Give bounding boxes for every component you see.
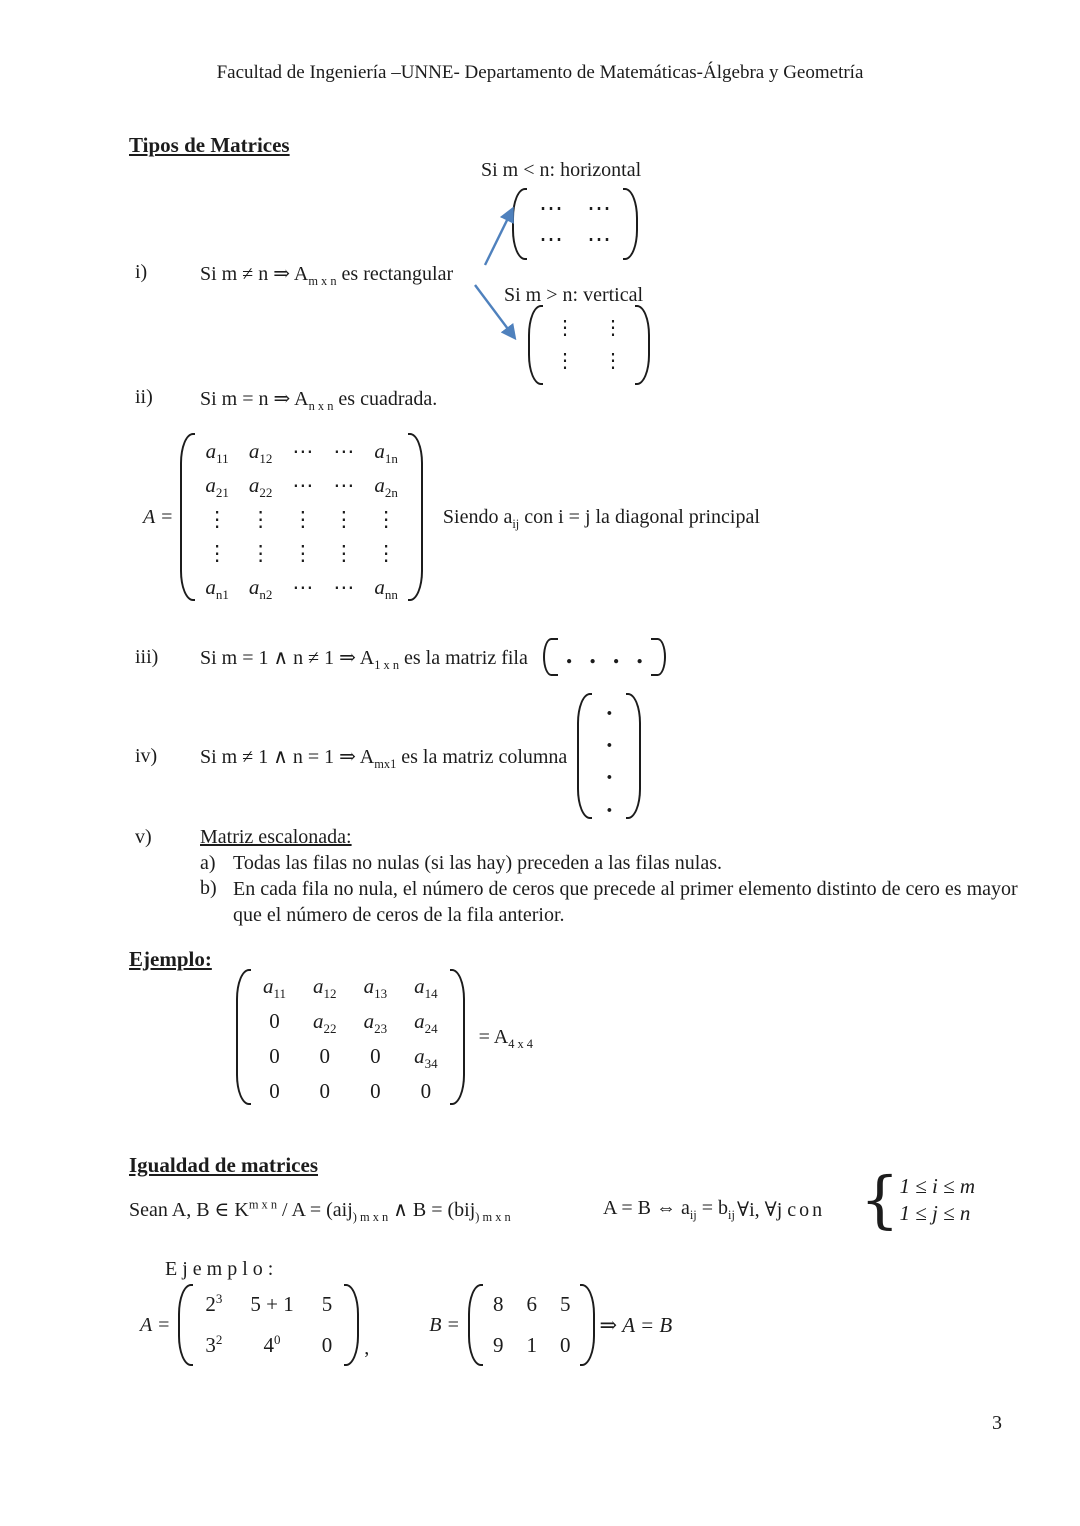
matrix-cell: ⋮ [555, 350, 575, 372]
matrix-cell: ⋮ [206, 541, 228, 565]
column-matrix-grid [592, 693, 626, 819]
text-fragment: es la matriz columna [396, 745, 568, 768]
matrix-cell: $a_{23}$ [363, 1009, 388, 1037]
matrix-cell: 0 [559, 1333, 571, 1358]
vertical-dots-matrix [528, 305, 650, 385]
subscript: ) m x n [475, 1210, 511, 1224]
branch-vertical-label: Si m > n: vertical [504, 284, 644, 306]
subscript: 4 x 4 [508, 1036, 533, 1051]
matrix-cell: 5 [559, 1291, 571, 1316]
item-ii-text [200, 386, 437, 411]
matrix-a-block [143, 433, 760, 601]
text-fragment: / A = (aij [277, 1199, 353, 1221]
right-paren-icon [626, 693, 641, 819]
item-v-a-text: Todas las filas no nulas (si las hay) preceden a las filas nulas. [233, 852, 723, 874]
subscript: ij [728, 1208, 735, 1222]
matrix-cell: 0 [319, 1079, 331, 1103]
matrix-a [180, 433, 423, 601]
text-fragment: con [787, 1199, 826, 1221]
row-matrix-grid [558, 638, 651, 676]
matrix-cell: $a_{11}$ [263, 974, 287, 1002]
matrix-cell: 0 [370, 1079, 381, 1103]
text-fragment: es rectangular [336, 263, 454, 285]
matrix-cell: 6 [526, 1291, 537, 1316]
item-iii-number: iii) [135, 645, 159, 668]
matrix-cell: $a_{21}$ [205, 473, 229, 501]
matrix-cell: ⋮ [333, 541, 355, 565]
horizontal-dots-grid [527, 188, 623, 260]
text-fragment: es cuadrada. [333, 388, 438, 410]
text-fragment: Si m = 1 ∧ n ≠ 1 ⇒ A [200, 646, 375, 669]
matrix-cell: ⋮ [333, 507, 355, 531]
text-fragment: Si m ≠ 1 ∧ n = 1 ⇒ A [200, 745, 375, 768]
ejemplo2-matrix-b-grid [483, 1284, 581, 1366]
left-paren-icon [468, 1284, 483, 1366]
text-fragment: Si m = n ⇒ A [200, 388, 309, 410]
matrix-a-grid [195, 433, 408, 601]
branch-arrows [452, 192, 536, 356]
igualdad-definition [129, 1197, 511, 1222]
item-iii-text [200, 645, 528, 670]
ejemplo2-title: Ejemplo: [165, 1258, 279, 1280]
matrix-cell: ⋯ [333, 473, 355, 497]
matrix-cell: $a_{34}$ [414, 1044, 438, 1072]
matrix-cell: ⋯ [539, 227, 563, 253]
item-v-a-number: a) [200, 852, 216, 874]
matrix-a-caption [443, 506, 760, 529]
matrix-cell: . [612, 639, 620, 669]
matrix-cell: 5 + 1 [250, 1291, 294, 1316]
page-number: 3 [992, 1412, 1002, 1434]
text-fragment: = A [478, 1025, 509, 1048]
ejemplo2-conclusion [599, 1313, 672, 1338]
matrix-cell: ⋯ [333, 575, 355, 599]
implies-arrow: ⇒ [599, 1312, 623, 1337]
item-iv-number: iv) [135, 744, 158, 767]
ejemplo2-b-label: B = [429, 1313, 460, 1336]
item-i-text [200, 261, 453, 286]
matrix-cell: ⋯ [292, 473, 314, 497]
igualdad-equivalence [603, 1197, 735, 1220]
matrix-cell: $3^2$ [205, 1332, 223, 1358]
left-paren-icon [543, 638, 558, 676]
text-fragment: A = B ⇔ a [603, 1197, 690, 1219]
matrix-cell: $a_{2n}$ [374, 473, 398, 501]
matrix-cell: $4^0$ [263, 1332, 281, 1358]
item-v-number: v) [135, 826, 152, 848]
ejemplo1-block [236, 969, 533, 1105]
matrix-cell: ⋯ [587, 227, 611, 253]
text-fragment: con i = j la diagonal principal [519, 505, 760, 528]
right-paren-icon [635, 305, 650, 385]
subscript: mx1 [374, 756, 397, 771]
ejemplo1-title: Ejemplo: [129, 947, 212, 971]
matrix-cell: 0 [269, 1079, 280, 1103]
matrix-cell: $a_{1n}$ [374, 439, 398, 467]
text-fragment: es la matriz fila [399, 646, 528, 669]
left-paren-icon [180, 433, 195, 601]
matrix-cell: $a_{nn}$ [374, 575, 398, 603]
matrix-cell: 0 [319, 1044, 331, 1068]
matrix-cell: $a_{n2}$ [248, 575, 273, 603]
ejemplo2-a-label: A = [140, 1313, 171, 1336]
right-paren-icon [623, 188, 638, 260]
left-paren-icon [236, 969, 251, 1105]
arrow-up-icon [485, 210, 512, 265]
matrix-cell: ⋮ [603, 317, 623, 339]
matrix-cell: ⋮ [250, 541, 272, 565]
text-fragment: ∀i, ∀j [737, 1199, 788, 1221]
text-fragment: = b [696, 1197, 729, 1219]
text-fragment: Si m ≠ n ⇒ A [200, 263, 309, 285]
matrix-cell: ⋮ [250, 507, 272, 531]
text-fragment: Siendo a [442, 505, 513, 528]
matrix-cell: $2^3$ [205, 1290, 223, 1316]
right-paren-icon [344, 1284, 359, 1366]
matrix-cell: ⋮ [292, 507, 314, 531]
subscript: ij [689, 1208, 697, 1222]
matrix-cell: 0 [420, 1079, 432, 1103]
left-paren-icon [577, 693, 592, 819]
superscript: m x n [248, 1197, 278, 1212]
matrix-cell: . [606, 791, 613, 818]
matrix-cell: 1 [526, 1333, 537, 1358]
text-fragment: A = B [622, 1312, 673, 1337]
vertical-dots-grid [543, 305, 635, 385]
matrix-cell: $a_{13}$ [363, 974, 388, 1002]
matrix-cell: . [589, 639, 596, 669]
matrix-cell: . [606, 727, 613, 754]
matrix-cell: $a_{12}$ [313, 974, 337, 1002]
page-header: Facultad de Ingeniería –UNNE- Departamento de Matemáticas-Álgebra y Geometría [216, 62, 864, 83]
matrix-cell: 8 [492, 1291, 504, 1316]
matrix-cell: 0 [269, 1044, 280, 1068]
matrix-cell: ⋮ [555, 317, 575, 339]
matrix-cell: 0 [269, 1009, 280, 1033]
subscript: m x n [308, 274, 337, 288]
matrix-a-label: A = [143, 505, 174, 528]
matrix-cell: 5 [321, 1291, 333, 1316]
ejemplo1-matrix-grid [251, 969, 450, 1105]
item-iv [135, 693, 641, 819]
item-v-b-number: b) [200, 877, 217, 899]
item-ii-number: ii) [135, 386, 153, 408]
comma-separator: , [364, 1337, 370, 1359]
matrix-cell: ⋯ [292, 439, 314, 463]
matrix-cell: ⋯ [292, 575, 314, 599]
subscript: 1 x n [374, 657, 400, 672]
matrix-cell: . [606, 695, 613, 721]
ejemplo2-matrix-b [468, 1284, 596, 1366]
section-title-igualdad: Igualdad de matrices [129, 1153, 318, 1177]
matrix-cell: $a_{12}$ [248, 439, 273, 467]
right-paren-icon [580, 1284, 595, 1366]
matrix-cell: 0 [370, 1044, 381, 1068]
section-title-tipos: Tipos de Matrices [129, 133, 290, 157]
igualdad-conditions [860, 1163, 976, 1236]
matrix-cell: $a_{24}$ [414, 1009, 438, 1037]
matrix-cell: . [636, 639, 643, 669]
matrix-cell: $a_{22}$ [248, 473, 273, 501]
matrix-cell: 9 [492, 1333, 504, 1358]
item-i-number: i) [135, 261, 148, 283]
ejemplo1-result [479, 1026, 533, 1049]
matrix-cell: $a_{22}$ [313, 1009, 337, 1037]
column-matrix [577, 693, 641, 819]
text-fragment: ∧ B = (bij [388, 1199, 476, 1221]
matrix-cell: ⋮ [375, 541, 397, 565]
right-paren-icon [450, 969, 465, 1105]
ejemplo2-block [140, 1284, 672, 1366]
brace-icon: { [860, 1163, 900, 1236]
matrix-cell: ⋮ [375, 507, 397, 531]
ejemplo2-matrix-a-grid [193, 1284, 344, 1366]
condition-lines [899, 1173, 975, 1227]
matrix-cell: $a_{n1}$ [205, 575, 229, 603]
matrix-cell: $a_{14}$ [414, 974, 438, 1002]
matrix-cell: ⋯ [333, 439, 355, 463]
condition-i: 1 ≤ i ≤ m [899, 1173, 976, 1198]
right-paren-icon [408, 433, 423, 601]
item-v-title: Matriz escalonada: [200, 826, 352, 848]
text-fragment: Sean A, B ∈ K [129, 1199, 249, 1221]
subscript: ) m x n [352, 1210, 389, 1224]
ejemplo2-matrix-a [178, 1284, 359, 1366]
matrix-cell: . [606, 759, 613, 786]
branch-horizontal-label: Si m < n: horizontal [481, 159, 642, 181]
subscript: ij [512, 516, 520, 531]
matrix-cell: $a_{11}$ [205, 439, 229, 467]
row-matrix [543, 638, 666, 676]
matrix-cell: . [565, 639, 573, 669]
matrix-cell: 0 [321, 1333, 333, 1358]
condition-j: 1 ≤ j ≤ n [899, 1200, 971, 1225]
ejemplo1-matrix [236, 969, 465, 1105]
matrix-cell: ⋮ [206, 507, 228, 531]
matrix-cell: ⋯ [587, 196, 611, 222]
item-v-b-text: En cada fila no nula, el número de ceros que precede al primer elemento distinto de cero es mayor que el número de ceros de la fila anterior. [233, 878, 1018, 926]
item-iv-text [200, 744, 567, 769]
subscript: n x n [308, 399, 334, 413]
left-paren-icon [528, 305, 543, 385]
right-paren-icon [651, 638, 666, 676]
item-iii [135, 636, 666, 678]
left-paren-icon [178, 1284, 193, 1366]
matrix-cell: ⋮ [603, 350, 623, 372]
matrix-cell: ⋯ [539, 196, 563, 222]
matrix-cell: ⋮ [292, 541, 314, 565]
igualdad-quantifiers [737, 1197, 825, 1222]
